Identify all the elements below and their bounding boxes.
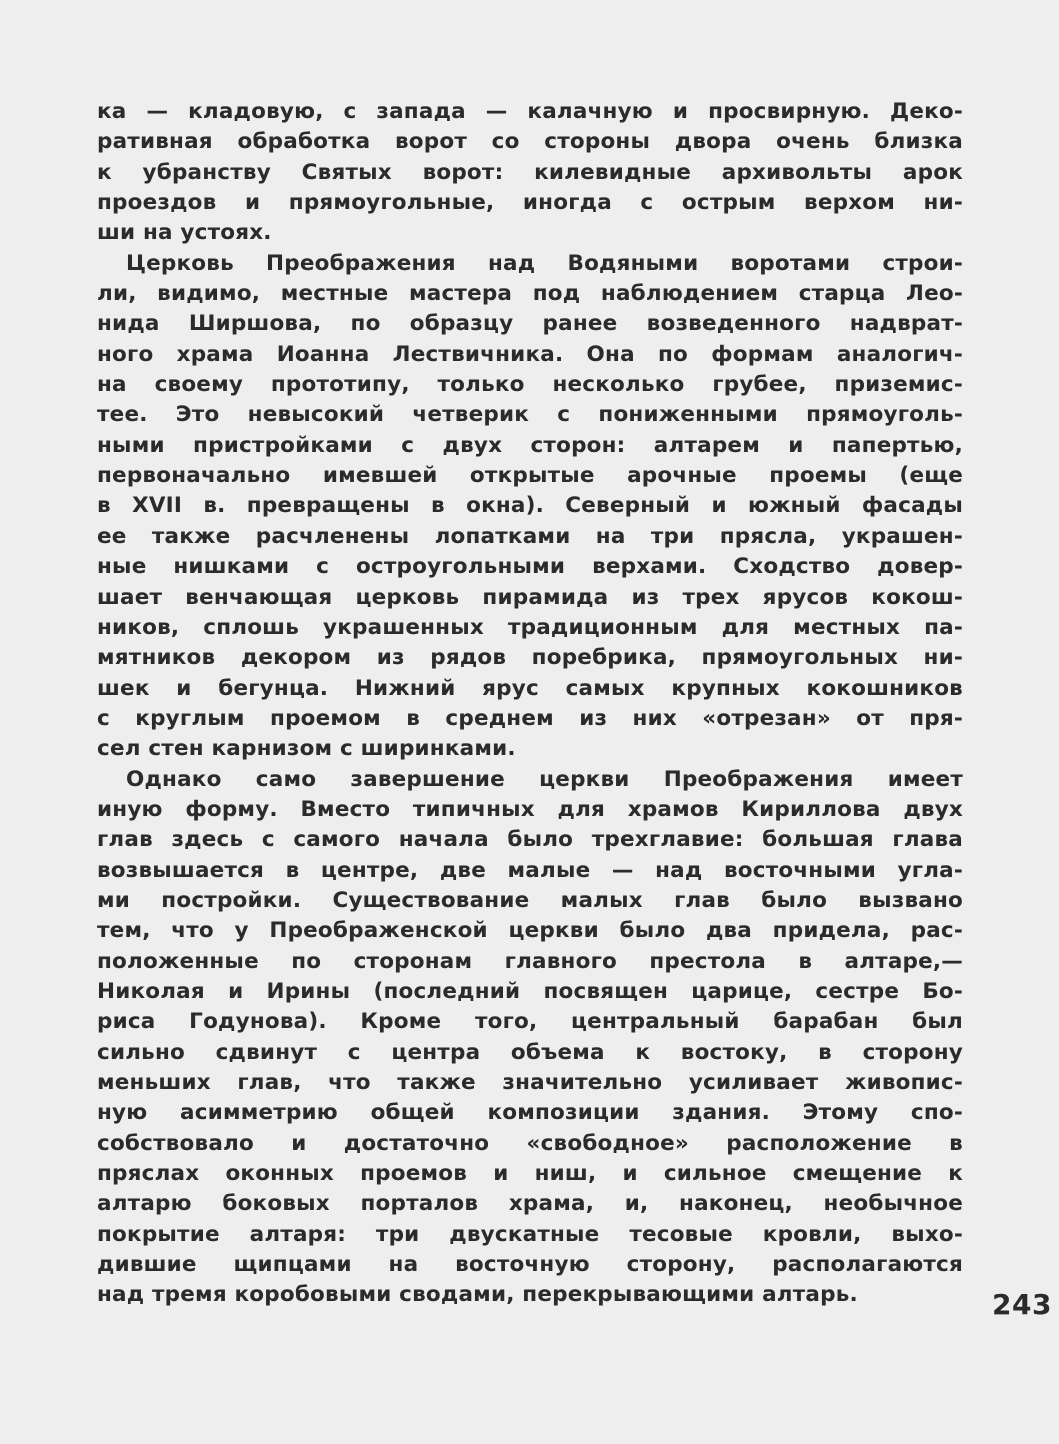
text-line: Однако само завершение церкви Преображения имеет xyxy=(126,766,963,792)
text-line: ными пристройками с двух сторон: алтарем и папертью, xyxy=(97,432,963,458)
text-line: к убранству Святых ворот: килевидные архивольты арок xyxy=(97,159,963,185)
text-line: ка — кладовую, с запада — калачную и просвирную. Деко- xyxy=(97,99,963,124)
text-line: алтарю боковых порталов храма, и, наконец, необычное xyxy=(97,1191,963,1217)
paragraph-3 xyxy=(97,765,963,1311)
text-line: сильно сдвинут с центра объема к востоку, в сторону xyxy=(97,1039,963,1065)
text-line: положенные по сторонам главного престола в алтаре,— xyxy=(97,948,963,974)
text-line: собствовало и достаточно «свободное» расположение в xyxy=(97,1130,963,1156)
text-line: дившие щипцами на восточную сторону, располагаются xyxy=(97,1252,963,1278)
text-line: проездов и прямоугольные, иногда с острым верхом ни- xyxy=(97,190,963,216)
text-line: пряслах оконных проемов и ниш, и сильное смещение к xyxy=(97,1161,963,1187)
text-line: ную асимметрию общей композиции здания. Этому спо- xyxy=(97,1100,963,1126)
text-line: шек и бегунца. Нижний ярус самых крупных кокошников xyxy=(97,675,963,701)
text-line: ные нишками с остроугольными верхами. Сходство довер- xyxy=(97,554,963,580)
text-line: ши на устоях. xyxy=(97,220,272,246)
text-line: тее. Это невысокий четверик с пониженными прямоуголь- xyxy=(97,402,963,428)
text-line: покрытие алтаря: три двускатные тесовые кровли, выхо- xyxy=(97,1221,963,1247)
text-line: мятников декором из рядов поребрика, прямоугольных ни- xyxy=(97,645,963,671)
text-line: ее также расчленены лопатками на три прясла, украшен- xyxy=(97,523,963,549)
text-line: ли, видимо, местные мастера под наблюдением старца Лео- xyxy=(97,281,963,307)
text-line: над тремя коробовыми сводами, перекрывающими алтарь. xyxy=(97,1282,858,1308)
text-line: тем, что у Преображенской церкви было два придела, рас- xyxy=(97,918,963,944)
text-line: сел стен карнизом с ширинками. xyxy=(97,736,516,762)
text-line: Церковь Преображения над Водяными воротами строи- xyxy=(126,250,963,276)
text-line: Николая и Ирины (последний посвящен царице, сестре Бо- xyxy=(97,978,963,1004)
text-line: возвышается в центре, две малые — над восточными угла- xyxy=(97,857,963,883)
text-line: ников, сплошь украшенных традиционным для местных па- xyxy=(97,614,963,640)
page-number: 243 xyxy=(992,1288,1052,1321)
text-line: с круглым проемом в среднем из них «отрезан» от пря- xyxy=(97,705,963,731)
text-line: меньших глав, что также значительно усиливает живопис- xyxy=(97,1070,963,1095)
text-line: иную форму. Вместо типичных для храмов Кириллова двух xyxy=(97,796,963,822)
text-line: риса Годунова). Кроме того, центральный барабан был xyxy=(97,1009,963,1035)
text-line: шает венчающая церковь пирамида из трех ярусов кокош- xyxy=(97,584,963,610)
text-line: нида Ширшова, по образцу ранее возведенного надврат- xyxy=(97,311,963,337)
text-line: в XVII в. превращены в окна). Северный и южный фасады xyxy=(97,493,963,519)
text-line: ративная обработка ворот со стороны двора очень близка xyxy=(97,129,963,155)
paragraph-2 xyxy=(97,249,963,765)
text-line: ного храма Иоанна Лествичника. Она по формам аналогич- xyxy=(97,341,963,367)
paragraph-1 xyxy=(97,97,963,249)
page-body xyxy=(97,97,963,1311)
text-line: ми постройки. Существование малых глав было вызвано xyxy=(97,887,963,913)
text-line: глав здесь с самого начала было трехглавие: большая глава xyxy=(97,827,963,853)
text-line: первоначально имевшей открытые арочные проемы (еще xyxy=(97,463,963,489)
text-line: на своему прототипу, только несколько грубее, приземис- xyxy=(97,372,963,398)
